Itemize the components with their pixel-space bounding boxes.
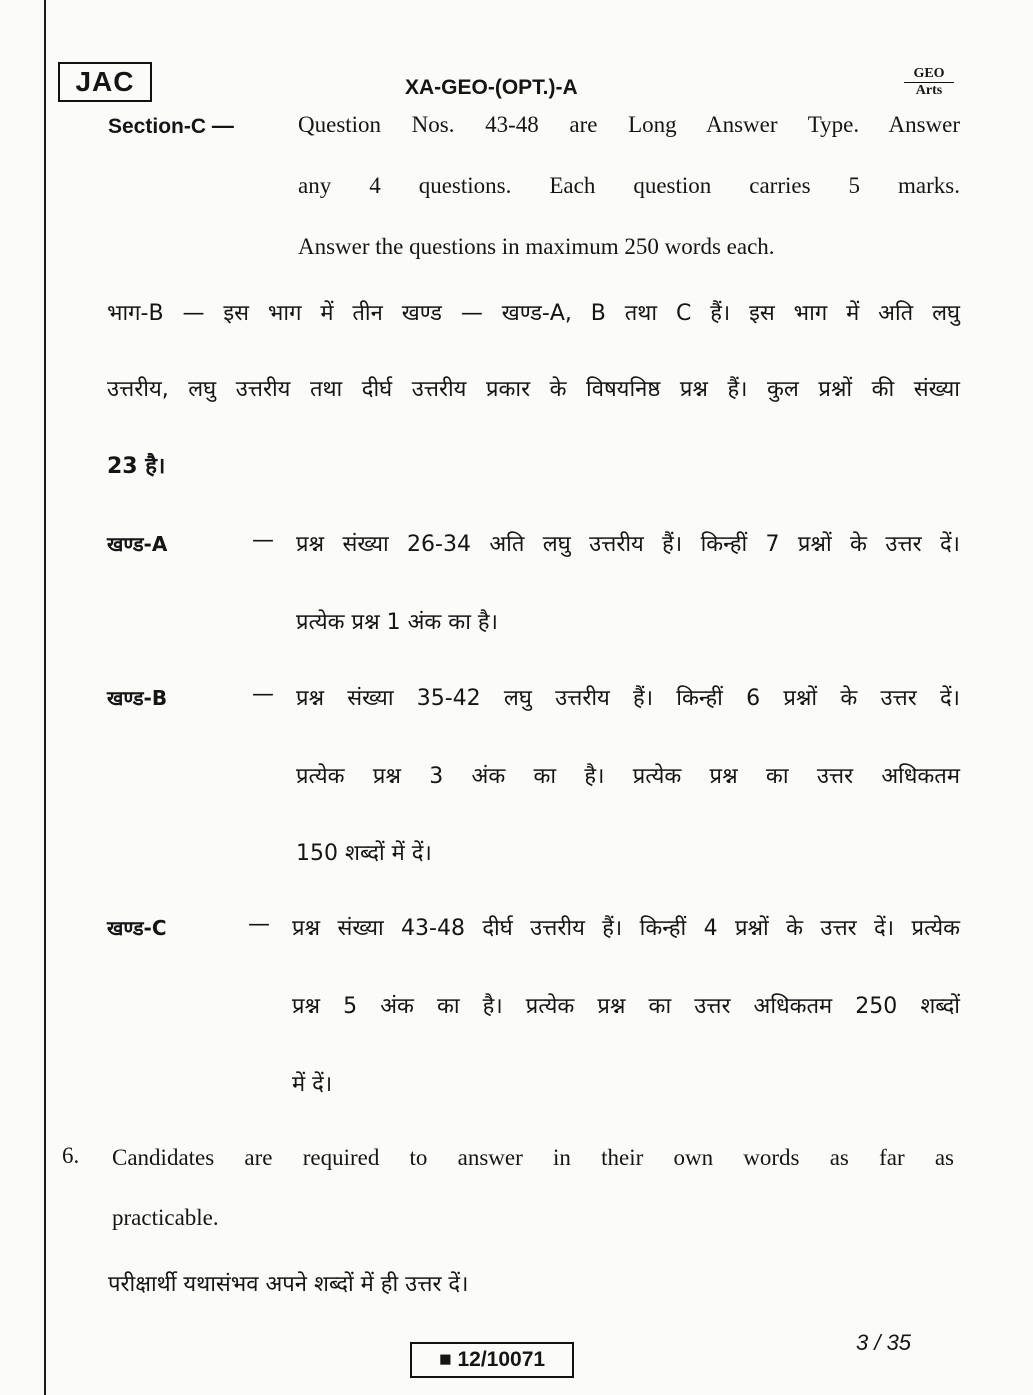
- khand-b-line-1: प्रश्न संख्या 35-42 लघु उत्तरीय हैं। किन्हीं 6 प्रश्नों के उत्तर दें।: [296, 686, 960, 711]
- section-c-line-3: Answer the questions in maximum 250 words each.: [298, 234, 775, 259]
- bhag-b-line-2: उत्तरीय, लघु उत्तरीय तथा दीर्घ उत्तरीय प्रकार के विषयनिष्ठ प्रश्न हैं। कुल प्रश्नों की संख्या: [107, 377, 960, 402]
- khand-b-dash: —: [252, 682, 274, 707]
- khand-a-label: खण्ड-A: [107, 532, 168, 556]
- section-c-line-1: Question Nos. 43-48 are Long Answer Type. Answer: [298, 112, 960, 137]
- khand-a-dash: —: [252, 528, 274, 553]
- khand-c-line-2: प्रश्न 5 अंक का है। प्रत्येक प्रश्न का उत्तर अधिकतम 250 शब्दों: [292, 994, 960, 1019]
- item-6-line-2: practicable.: [112, 1205, 219, 1230]
- section-c-label-text: Section-C: [108, 115, 207, 138]
- khand-c-label: खण्ड-C: [107, 916, 167, 940]
- item-6-hindi: परीक्षार्थी यथासंभव अपने शब्दों में ही उत्तर दें।: [108, 1272, 469, 1297]
- khand-a-line-2: प्रत्येक प्रश्न 1 अंक का है।: [296, 610, 498, 635]
- left-margin-rule: [44, 0, 46, 1395]
- jac-badge: JAC: [58, 62, 152, 102]
- footer-code-box: [410, 1342, 574, 1378]
- section-c-dash: —: [211, 113, 234, 138]
- footer-code: 12/10071: [457, 1348, 546, 1371]
- paper-code: XA-GEO-(OPT.)-A: [405, 76, 578, 99]
- khand-c-dash: —: [248, 912, 270, 937]
- bhag-b-line-3: 23 है।: [107, 454, 166, 479]
- section-c-label: [108, 113, 234, 139]
- khand-b-label: खण्ड-B: [107, 686, 168, 710]
- khand-b-line-3: 150 शब्दों में दें।: [296, 841, 432, 866]
- subject-top: GEO: [904, 66, 954, 83]
- item-6-number: 6.: [62, 1143, 80, 1168]
- subject-bottom: Arts: [915, 83, 943, 98]
- subject-label: [904, 66, 954, 99]
- bhag-b-line-1: भाग-B — इस भाग में तीन खण्ड — खण्ड-A, B तथा C हैं। इस भाग में अति लघु: [107, 301, 960, 326]
- khand-c-line-3: में दें।: [292, 1072, 333, 1097]
- item-6-line-1: Candidates are required to answer in their own words as far as: [112, 1145, 954, 1170]
- footer-box-mark: ■: [438, 1348, 452, 1371]
- khand-a-line-1: प्रश्न संख्या 26-34 अति लघु उत्तरीय हैं। किन्हीं 7 प्रश्नों के उत्तर दें।: [296, 532, 960, 557]
- page-number: 3 / 35: [856, 1330, 912, 1355]
- khand-b-line-2: प्रत्येक प्रश्न 3 अंक का है। प्रत्येक प्रश्न का उत्तर अधिकतम: [296, 764, 960, 789]
- khand-c-line-1: प्रश्न संख्या 43-48 दीर्घ उत्तरीय हैं। किन्हीं 4 प्रश्नों के उत्तर दें। प्रत्येक: [292, 916, 960, 941]
- section-c-line-2: any 4 questions. Each question carries 5 marks.: [298, 173, 960, 198]
